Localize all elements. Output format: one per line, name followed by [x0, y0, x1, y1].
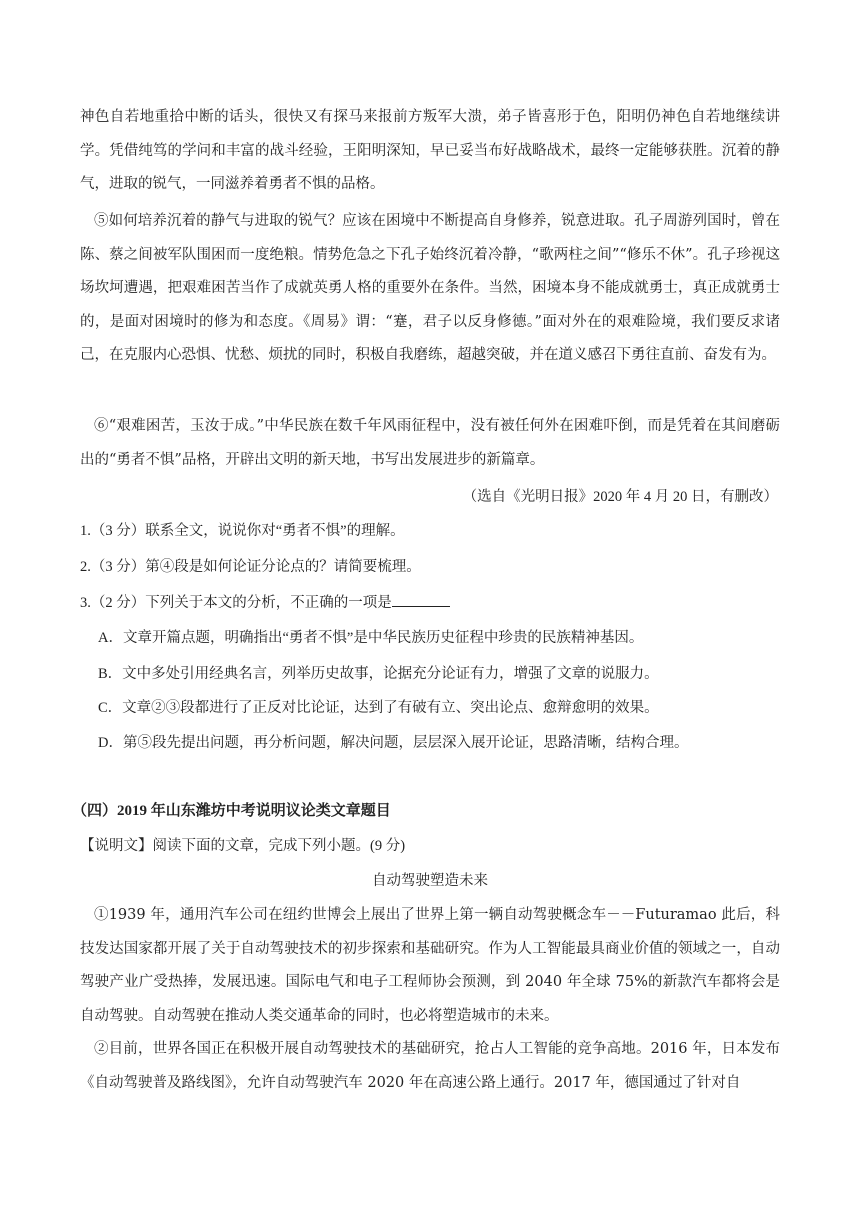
answer-blank: [392, 592, 450, 607]
article1-paragraph-5: ⑤如何培养沉着的静气与进取的锐气？应该在困境中不断提高自身修养，锐意进取。孔子周游列国时，曾在陈、蔡之间被军队围困而一度绝粮。情势危急之下孔子始终沉着冷静，“歌两柱之间”“修乐不休”。孔子珍视这场坎坷遭遇，把艰难困苦当作了成就英勇人格的重要外在条件。当然，困境本身不能成就勇士，真正成就勇士的，是面对困境时的修为和态度。《周易》谓：“蹇，君子以反身修德。”面对外在的艰难险境，我们要反求诸己，在克服内心恐惧、忧愁、烦扰的同时，积极自我磨练，超越突破，并在道义感召下勇往直前、奋发有为。: [80, 213, 780, 363]
question-2: 2.（3 分）第④段是如何论证分论点的？请简要梳理。: [80, 559, 421, 575]
question-3: [80, 589, 780, 617]
question-1: 1.（3 分）联系全文，说说你对“勇者不惧”的理解。: [80, 523, 405, 539]
article1-paragraph-6: ⑥“艰难困苦，玉汝于成。”中华民族在数千年风雨征程中，没有被任何外在困难吓倒，而是凭着在其间磨砺出的“勇者不惧”品格，开辟出文明的新天地，书写出发展进步的新篇章。: [80, 418, 780, 468]
section-intro: 【说明文】阅读下面的文章，完成下列小题。(9 分): [80, 838, 406, 854]
question-3-text: 3.（2 分）下列关于本文的分析，不正确的一项是: [80, 595, 392, 611]
article1-paragraph-4-end: 神色自若地重拾中断的话头，很快又有探马来报前方叛军大溃，弟子皆喜形于色，阳明仍神色自若地继续讲学。凭借纯笃的学问和丰富的战斗经验，王阳明深知，早已妥当布好战略战术，最终一定能够获胜。沉着的静气，进取的锐气，一同滋养着勇者不惧的品格。: [80, 109, 780, 192]
article1-source: （选自《光明日报》2020 年 4 月 20 日，有删改）: [462, 489, 778, 505]
article2-paragraph-2: ②目前，世界各国正在积极开展自动驾驶技术的基础研究，抢占人工智能的竞争高地。2016 年，日本发布《自动驾驶普及路线图》，允许自动驾驶汽车 2020 年在高速公路上通行。2017 年，德国通过了针对自: [80, 1041, 780, 1091]
option-c: C．文章②③段都进行了正反对比论证，达到了有破有立、突出论点、愈辩愈明的效果。: [98, 700, 659, 716]
section-heading: （四）2019 年山东潍坊中考说明议论类文章题目: [72, 803, 391, 819]
article2-paragraph-1: ①1939 年，通用汽车公司在纽约世博会上展出了世界上第一辆自动驾驶概念车－－Futuramao 此后，科技发达国家都开展了关于自动驾驶技术的初步探索和基础研究。作为人工智能最具商业价值的领域之一，自动驾驶产业广受热捧，发展迅速。国际电气和电子工程师协会预测，到 2040 年全球 75%的新款汽车都将会是自动驾驶。自动驾驶在推动人类交通革命的同时，也必将塑造城市的未来。: [80, 907, 780, 1024]
article2-title: 自动驾驶塑造未来: [372, 873, 488, 889]
option-b: B．文中多处引用经典名言，列举历史故事，论据充分论证有力，增强了文章的说服力。: [98, 666, 659, 682]
option-a: A．文章开篇点题，明确指出“勇者不惧”是中华民族历史征程中珍贵的民族精神基因。: [98, 630, 644, 646]
option-d: D．第⑤段先提出问题，再分析问题，解决问题，层层深入展开论证，思路清晰，结构合理。: [98, 735, 689, 751]
